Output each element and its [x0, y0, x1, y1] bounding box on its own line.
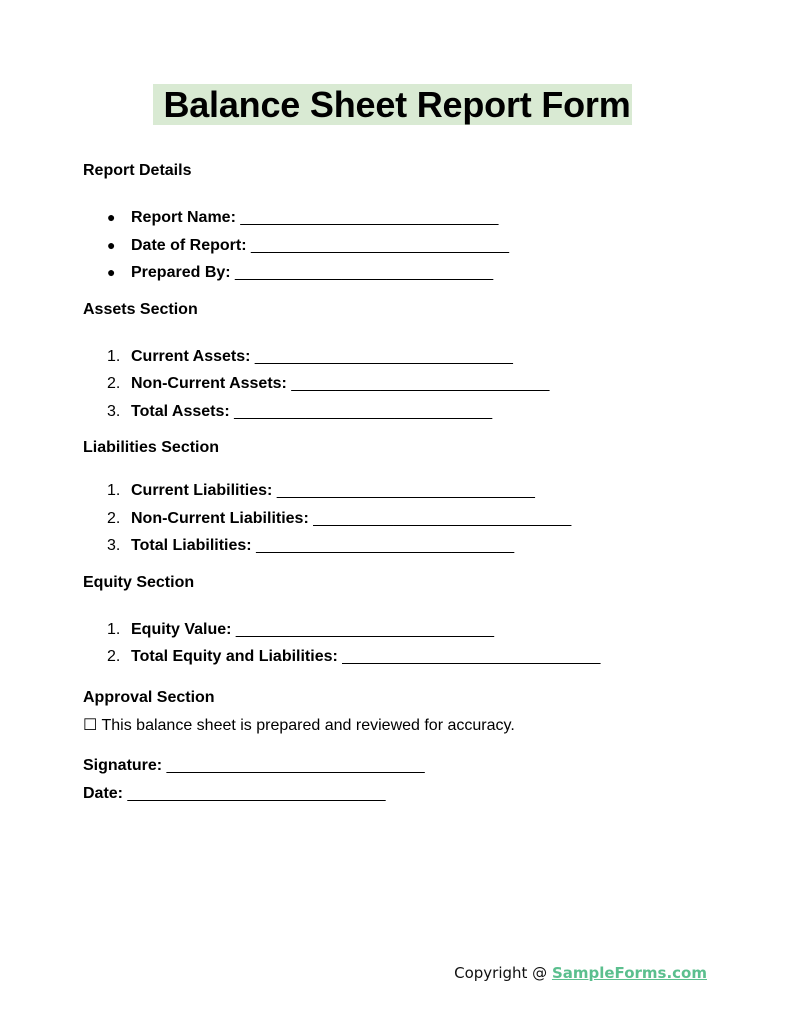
- copyright-text: Copyright @: [454, 964, 552, 982]
- page-title: Balance Sheet Report Form: [153, 84, 631, 125]
- list-item: [83, 477, 723, 505]
- liabilities-list: [83, 477, 723, 560]
- list-item: [83, 505, 723, 533]
- number-marker: 1.: [107, 347, 121, 365]
- number-marker: 2.: [107, 648, 121, 665]
- date-blank[interactable]: _____________________________: [127, 784, 386, 802]
- field-label: Date of Report:: [131, 236, 247, 254]
- field-label: Current Liabilities:: [131, 482, 273, 499]
- field-label: Total Liabilities:: [131, 537, 252, 554]
- list-item: [83, 532, 723, 560]
- current-liabilities-blank[interactable]: _____________________________: [276, 482, 535, 499]
- date-label: Date:: [83, 784, 124, 802]
- number-marker: 1.: [107, 482, 121, 499]
- brand-link[interactable]: SampleForms.com: [551, 964, 707, 982]
- list-item: [83, 643, 723, 671]
- signature-row: [83, 752, 723, 780]
- field-label: Current Assets:: [131, 347, 251, 365]
- approval-statement-row: [83, 715, 723, 737]
- signature-blank[interactable]: _____________________________: [166, 756, 425, 774]
- approval-heading: Approval Section: [83, 688, 215, 706]
- field-label: Total Equity and Liabilities:: [131, 648, 338, 665]
- field-label: Non-Current Assets:: [131, 375, 287, 392]
- form-body: [83, 160, 723, 808]
- assets-list: [83, 343, 723, 426]
- number-marker: 3.: [107, 402, 121, 420]
- checkbox[interactable]: ☐: [83, 716, 98, 734]
- field-label: Equity Value:: [131, 620, 232, 638]
- list-item: [83, 343, 723, 371]
- prepared-by-blank[interactable]: _____________________________: [235, 264, 494, 281]
- signature-label: Signature:: [83, 756, 163, 774]
- list-item: [83, 204, 723, 232]
- title-container: [0, 84, 793, 125]
- number-marker: 2.: [107, 375, 121, 392]
- bullet-marker: ●: [107, 236, 116, 253]
- list-item: [83, 398, 723, 426]
- date-of-report-blank[interactable]: _____________________________: [251, 236, 510, 254]
- assets-heading: Assets Section: [83, 300, 198, 318]
- equity-list: [83, 616, 723, 671]
- list-item: [83, 259, 723, 287]
- equity-heading: Equity Section: [83, 573, 195, 591]
- field-label: Report Name:: [131, 209, 236, 226]
- number-marker: 2.: [107, 509, 121, 527]
- total-liabilities-blank[interactable]: _____________________________: [256, 537, 515, 554]
- number-marker: 1.: [107, 620, 121, 638]
- approval-statement: This balance sheet is prepared and reviewed for accuracy.: [101, 716, 515, 734]
- total-assets-blank[interactable]: _____________________________: [234, 402, 493, 420]
- non-current-liabilities-blank[interactable]: _____________________________: [313, 509, 572, 527]
- report-details-list: [83, 204, 723, 287]
- total-equity-liabilities-blank[interactable]: _____________________________: [342, 648, 601, 665]
- bullet-marker: ●: [107, 209, 116, 225]
- list-item: [83, 616, 723, 644]
- bullet-marker: ●: [107, 264, 116, 280]
- number-marker: 3.: [107, 537, 121, 554]
- field-label: Prepared By:: [131, 264, 231, 281]
- current-assets-blank[interactable]: _____________________________: [254, 347, 513, 365]
- date-row: [83, 780, 723, 808]
- field-label: Total Assets:: [131, 402, 230, 420]
- report-name-blank[interactable]: _____________________________: [240, 209, 499, 226]
- list-item: [83, 232, 723, 260]
- non-current-assets-blank[interactable]: _____________________________: [291, 375, 550, 392]
- report-details-heading: Report Details: [83, 162, 192, 179]
- copyright-footer: [454, 964, 707, 982]
- equity-value-blank[interactable]: _____________________________: [235, 620, 494, 638]
- field-label: Non-Current Liabilities:: [131, 509, 309, 527]
- liabilities-heading: Liabilities Section: [83, 439, 220, 456]
- list-item: [83, 370, 723, 398]
